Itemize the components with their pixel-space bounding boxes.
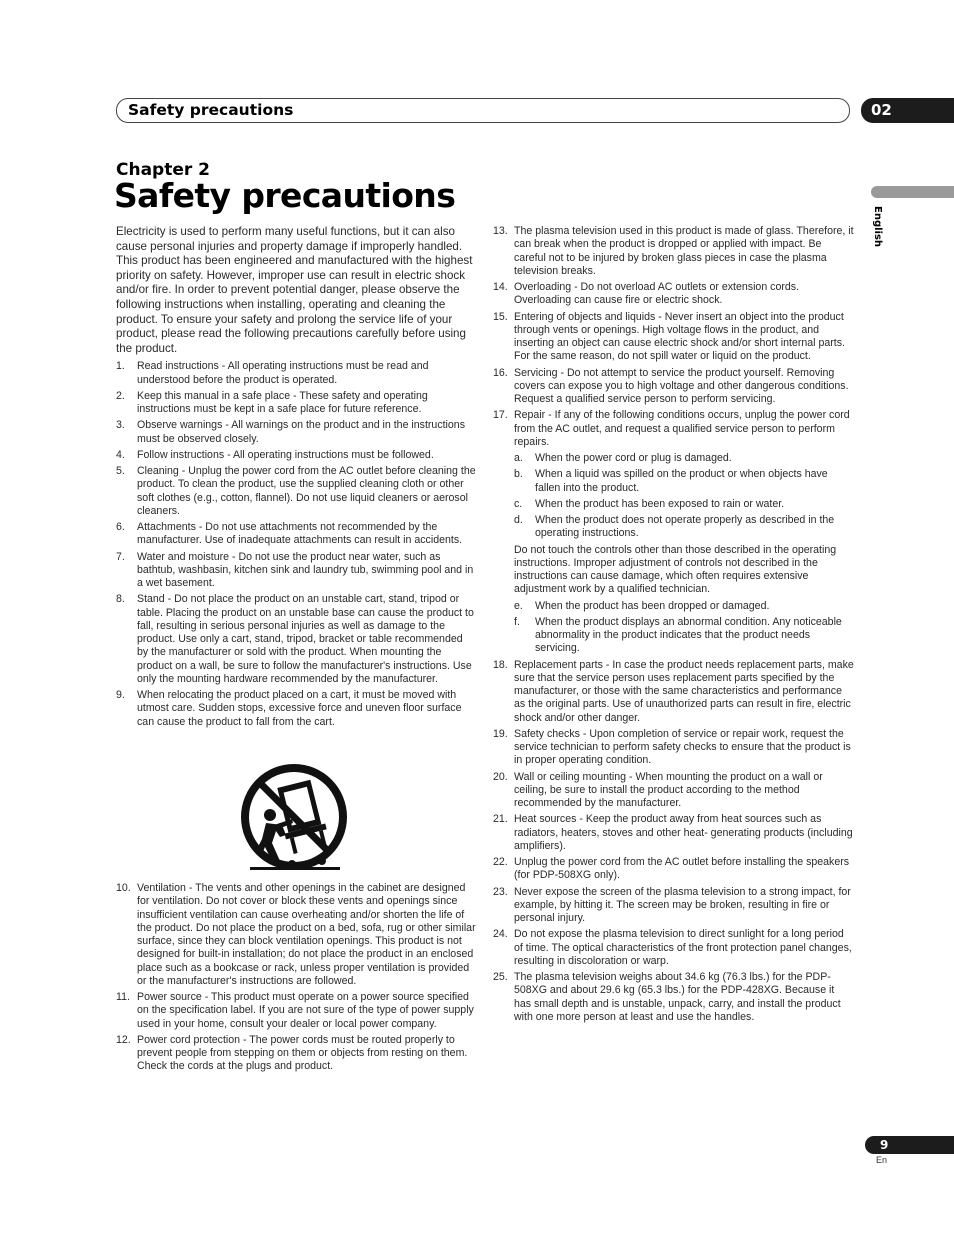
item-number: 16. bbox=[493, 366, 508, 379]
item-text: Follow instructions - All operating instructions must be followed. bbox=[137, 448, 434, 461]
list-item bbox=[493, 928, 854, 968]
item-number: 7. bbox=[116, 550, 125, 563]
right-column bbox=[493, 225, 854, 1027]
list-item bbox=[116, 390, 476, 417]
section-header bbox=[116, 98, 850, 123]
item-number: 6. bbox=[116, 521, 125, 534]
sub-item bbox=[514, 514, 854, 541]
intro-paragraph: Electricity is used to perform many useful functions, but it can also cause personal injuries and property damage if improperly handled. This product has been engineered and manufactured with the highest priority on safety. However, improper use can result in electric shock and/or fire. In order to prevent potential danger, please observe the following instructions when installing, operating and cleaning the product. To ensure your safety and prolong the service life of your product, please read the following precautions carefully before using the product. bbox=[116, 225, 473, 355]
item-number: 24. bbox=[493, 928, 508, 941]
page-language: En bbox=[876, 1155, 888, 1165]
list-item bbox=[116, 521, 476, 548]
sub-text: When the product does not operate properly as described in the operating instructions. bbox=[535, 514, 835, 540]
item-text: Keep this manual in a safe place - These safety and operating instructions must be kept in a safe place for future reference. bbox=[137, 389, 428, 416]
list-item bbox=[116, 1034, 476, 1074]
item-text: Stand - Do not place the product on an unstable cart, stand, tripod or table. Placing the product on an unstable base can cause the product to fall, resulting in serious personal injuries as well as damage to the product. Use only a cart, stand, tripod, bracket or table recommended by the manufacturer or sold with the product. When mounting the product on a wall, be sure to follow the manufacturer's instructions. Use only the mounting hardware recommended by the manufacturer. bbox=[137, 593, 474, 685]
item-text: When relocating the product placed on a cart, it must be moved with utmost care. Sudden stops, excessive force and uneven floor surface can cause the product to fall from the cart. bbox=[137, 689, 462, 728]
item-number: 12. bbox=[116, 1033, 131, 1046]
item-number: 9. bbox=[116, 689, 125, 702]
item-number: 10. bbox=[116, 882, 131, 894]
item-text: Attachments - Do not use attachments not recommended by the manufacturer. Use of inadequate attachments can result in accidents. bbox=[137, 521, 463, 547]
list-item bbox=[116, 449, 476, 462]
sub-letter: d. bbox=[514, 514, 523, 526]
list-item bbox=[493, 311, 854, 364]
list-item bbox=[116, 991, 476, 1031]
chapter-number: 02 bbox=[871, 101, 892, 119]
item-text: Entering of objects and liquids - Never insert an object into the product through vents or openings. High voltage flows in the product, and inserting an object can cause electric shock and/or short internal parts. For the same reason, do not spill water or liquid on the product. bbox=[514, 310, 845, 363]
item-number: 13. bbox=[493, 225, 508, 237]
sub-letter: b. bbox=[514, 468, 523, 481]
item-text: Repair - If any of the following conditions occurs, unplug the power cord from the AC outlet, and request a qualified service person to perform repairs. bbox=[514, 409, 850, 448]
sub-letter: c. bbox=[514, 497, 523, 510]
sub-item bbox=[514, 468, 854, 495]
item-number: 3. bbox=[116, 419, 125, 432]
sub-text: When the product has been exposed to rain or water. bbox=[535, 497, 785, 510]
item-number: 17. bbox=[493, 409, 508, 422]
item-text: Wall or ceiling mounting - When mounting the product on a wall or ceiling, be sure to install the product according to the method recommended by the manufacturer. bbox=[514, 770, 823, 809]
item-text: Power cord protection - The power cords must be routed properly to prevent people from stepping on them or objects from resting on them. Check the cords at the plugs and product. bbox=[137, 1033, 468, 1073]
item-number: 20. bbox=[493, 770, 508, 783]
list-item bbox=[493, 367, 854, 407]
item-text: Power source - This product must operate on a power source specified on the specification label. If you are not sure of the type of power supply used in your home, consult your dealer or local power company. bbox=[137, 991, 474, 1030]
language-tab bbox=[871, 186, 954, 198]
item-number: 21. bbox=[493, 813, 508, 826]
item-text: Replacement parts - In case the product needs replacement parts, make sure that the service person uses replacement parts specified by the manufacturer, or those with the same characteristics and performance as the original parts. Use of unauthorized parts can result in fire, electric shock and/or other danger. bbox=[514, 658, 854, 724]
chapter-label: Chapter 2 bbox=[116, 160, 211, 180]
left-column-top bbox=[116, 225, 476, 732]
item-number: 19. bbox=[493, 727, 508, 740]
list-item bbox=[493, 728, 854, 768]
item-text: Read instructions - All operating instructions must be read and understood before the product is operated. bbox=[137, 360, 429, 386]
sub-text: When the product displays an abnormal condition. Any noticeable abnormality in the product indicates that the product needs servicing. bbox=[535, 615, 842, 655]
sub-item bbox=[514, 600, 854, 613]
item-text: Ventilation - The vents and other openings in the cabinet are designed for ventilation. Do not cover or block these vents and openings since insufficient ventilation can cause overheating and/or shorten the life of the product. Do not place the product on a bed, sofa, rug or other similar surface, since they can block ventilation openings. This product is not designed for built-in installation; do not place the product in an enclosed place such as a bookcase or rack, unless proper ventilation is provided or the manufacturer's instructions are followed. bbox=[137, 882, 476, 987]
list-item bbox=[116, 465, 476, 518]
item-number: 8. bbox=[116, 593, 125, 606]
list-item bbox=[116, 419, 476, 446]
list-item bbox=[493, 659, 854, 725]
item-number: 23. bbox=[493, 885, 508, 898]
item-text: The plasma television used in this product is made of glass. Therefore, it can break when the product is dropped or applied with impact. Be careful not to be injured by broken glass pieces in case the plasma television breaks. bbox=[514, 225, 854, 277]
list-item bbox=[116, 689, 476, 729]
cart-tipover-warning-icon bbox=[236, 763, 354, 873]
list-item bbox=[116, 551, 476, 591]
page-title: Safety precautions bbox=[114, 176, 456, 215]
item-number: 4. bbox=[116, 448, 125, 461]
left-column-bottom bbox=[116, 882, 476, 1077]
sub-item bbox=[514, 452, 854, 465]
list-item bbox=[493, 813, 854, 853]
item-number: 18. bbox=[493, 658, 508, 671]
item-number: 25. bbox=[493, 971, 508, 983]
sub-text: When the power cord or plug is damaged. bbox=[535, 452, 732, 464]
item-text: Water and moisture - Do not use the product near water, such as bathtub, washbasin, kitchen sink and laundry tub, swimming pool and in a wet basement. bbox=[137, 550, 474, 590]
item-number: 2. bbox=[116, 389, 125, 402]
sub-text: When the product has been dropped or damaged. bbox=[535, 599, 770, 612]
item-text: The plasma television weighs about 34.6 kg (76.3 lbs.) for the PDP-508XG and about 29.6 kg (65.3 lbs.) for the PDP-428XG. Because it has small depth and is unstable, unpack, carry, and install the product with one more person at least and use the handles. bbox=[514, 971, 841, 1023]
sub-text: When a liquid was spilled on the product or when objects have fallen into the product. bbox=[535, 468, 828, 494]
list-item bbox=[493, 771, 854, 811]
item-number: 22. bbox=[493, 856, 508, 868]
item-text: Heat sources - Keep the product away from heat sources such as radiators, heaters, stoves and other heat- generating products (including amplifiers). bbox=[514, 813, 853, 852]
sub-letter: a. bbox=[514, 452, 523, 464]
item-number: 15. bbox=[493, 310, 508, 323]
item-number: 1. bbox=[116, 360, 125, 373]
list-item bbox=[116, 360, 476, 387]
sub-letter: f. bbox=[514, 615, 520, 628]
item-text: Never expose the screen of the plasma television to a strong impact, for example, by hitting it. The screen may be broken, resulting in fire or personal injury. bbox=[514, 885, 851, 924]
list-item bbox=[116, 882, 476, 988]
list-item bbox=[493, 225, 854, 278]
item-text: Overloading - Do not overload AC outlets or extension cords. Overloading can cause fire or electric shock. bbox=[514, 281, 800, 307]
item-number: 11. bbox=[116, 991, 130, 1003]
list-item bbox=[493, 281, 854, 308]
item-text: Safety checks - Upon completion of service or repair work, request the service technician to perform safety checks to ensure that the product is in proper operating condition. bbox=[514, 727, 851, 767]
list-item bbox=[116, 593, 476, 686]
language-label: English bbox=[872, 206, 883, 248]
list-item bbox=[493, 886, 854, 926]
sub-item bbox=[514, 616, 854, 656]
page-number: 9 bbox=[880, 1138, 889, 1152]
item-text: Cleaning - Unplug the power cord from the AC outlet before cleaning the product. To clean the product, use the supplied cleaning cloth or other soft clothes (e.g., cotton, flannel). Do not use liquid cleaners or aerosol cleaners. bbox=[137, 465, 476, 517]
section-title: Safety precautions bbox=[128, 101, 294, 119]
item-text: Observe warnings - All warnings on the product and in the instructions must be observed closely. bbox=[137, 419, 465, 445]
item-text: Do not expose the plasma television to direct sunlight for a long period of time. The optical characteristics of the front protection panel changes, resulting in discoloration or warp. bbox=[514, 928, 852, 967]
item-number: 14. bbox=[493, 281, 508, 293]
item-text: Unplug the power cord from the AC outlet before installing the speakers (for PDP-508XG only). bbox=[514, 856, 850, 882]
list-item bbox=[493, 856, 854, 883]
sub-letter: e. bbox=[514, 599, 523, 612]
item-number: 5. bbox=[116, 465, 125, 478]
list-item bbox=[493, 971, 854, 1024]
sub-item bbox=[514, 498, 854, 511]
item-text: Servicing - Do not attempt to service the product yourself. Removing covers can expose you to high voltage and other dangerous conditions. Request a qualified service person to perform servicing. bbox=[514, 366, 849, 405]
page-number-tab bbox=[865, 1136, 954, 1154]
list-item-repair bbox=[493, 409, 854, 655]
repair-note: Do not touch the controls other than those described in the operating instructions. Improper adjustment of controls not described in the instructions can cause damage, which often requires extensive adjustment work by a qualified technician. bbox=[514, 543, 837, 596]
chapter-number-tab bbox=[861, 98, 954, 123]
